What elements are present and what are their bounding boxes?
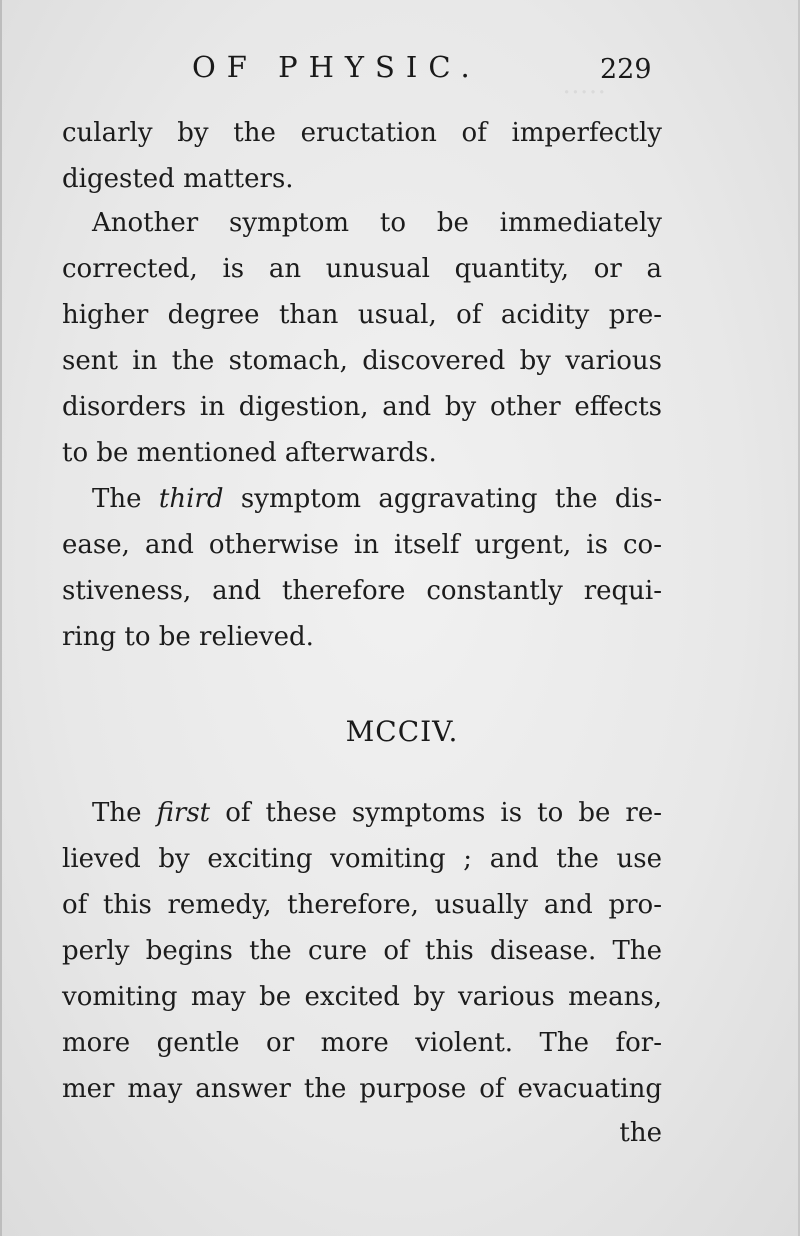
text-run: of these symptoms is to be re- xyxy=(225,798,663,828)
italic-word: first xyxy=(156,798,211,828)
catchword: the xyxy=(619,1118,662,1148)
text-line: corrected, is an unusual quantity, or a xyxy=(62,254,662,284)
text-line: of this remedy, therefore, usually and pro- xyxy=(62,890,662,920)
text-line: sent in the stomach, discovered by various xyxy=(62,346,662,376)
text-line xyxy=(92,790,662,836)
text-run: symptom aggravating the dis- xyxy=(240,484,662,514)
text-line: disorders in digestion, and by other effects xyxy=(62,392,662,422)
text-run: The xyxy=(92,798,142,828)
page-header xyxy=(2,50,800,90)
text-line: mer may answer the purpose of evacuating xyxy=(62,1074,662,1104)
text-line: cularly by the eructation of imperfectly xyxy=(62,118,662,148)
text-line: Another symptom to be immediately xyxy=(92,208,662,238)
text-line: ring to be relieved. xyxy=(62,622,314,652)
text-line: digested matters. xyxy=(62,164,294,194)
text-line: higher degree than usual, of acidity pre- xyxy=(62,300,662,330)
section-heading: MCCIV. xyxy=(345,715,459,748)
text-line: lieved by exciting vomiting ; and the use xyxy=(62,844,662,874)
text-run: The xyxy=(92,484,142,514)
text-line: ease, and otherwise in itself urgent, is co- xyxy=(62,530,662,560)
text-line: stiveness, and therefore constantly requi- xyxy=(62,576,662,606)
text-line xyxy=(92,476,662,522)
text-line: more gentle or more violent. The for- xyxy=(62,1028,662,1058)
text-line: perly begins the cure of this disease. The xyxy=(62,936,662,966)
text-line: to be mentioned afterwards. xyxy=(62,438,437,468)
italic-word: third xyxy=(158,484,224,514)
page-number: 229 xyxy=(600,54,652,85)
running-head: OF PHYSIC. xyxy=(192,50,481,84)
show-through: ····· xyxy=(562,78,606,108)
text-line: vomiting may be excited by various means, xyxy=(62,982,662,1012)
